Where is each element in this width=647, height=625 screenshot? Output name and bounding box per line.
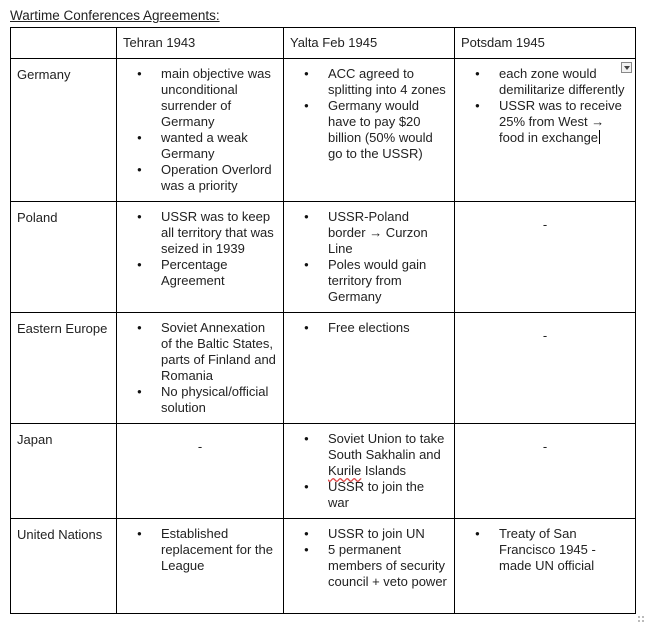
list-item: ● USSR to join the war xyxy=(290,479,448,511)
list-item: ● Percentage Agreement xyxy=(123,257,277,289)
list-item: ● Free elections xyxy=(290,320,448,336)
cell-germany-yalta[interactable] xyxy=(284,59,455,202)
list-item: ● Treaty of San Francisco 1945 - made UN official xyxy=(461,526,629,574)
list-item: ● ACC agreed to splitting into 4 zones xyxy=(290,66,448,98)
table-row-poland xyxy=(11,202,636,313)
cell-poland-tehran[interactable] xyxy=(117,202,284,313)
empty-dash: - xyxy=(542,217,548,232)
table-row-japan xyxy=(11,424,636,519)
list-item: ● USSR was to keep all territory that was seized in 1939 xyxy=(123,209,277,257)
list-item: ● wanted a weak Germany xyxy=(123,130,277,162)
text-cursor xyxy=(599,130,600,144)
empty-dash: - xyxy=(542,439,548,454)
row-label-japan[interactable]: Japan xyxy=(11,424,117,519)
row-label-united-nations[interactable]: United Nations xyxy=(11,519,117,614)
list-item-text: USSR was to receive 25% from West → food in exchange xyxy=(499,98,622,145)
cell-japan-tehran[interactable] xyxy=(117,424,284,519)
empty-dash: - xyxy=(542,328,548,343)
row-label-eastern-europe[interactable]: Eastern Europe xyxy=(11,313,117,424)
list-item: ● No physical/official solution xyxy=(123,384,277,416)
cell-japan-yalta[interactable] xyxy=(284,424,455,519)
conferences-table xyxy=(10,27,636,614)
list-item: ● each zone would demilitarize differently xyxy=(461,66,629,98)
cell-eastern-europe-yalta[interactable] xyxy=(284,313,455,424)
list-item-text: Soviet Union to take South Sakhalin and xyxy=(328,431,445,462)
cell-germany-potsdam[interactable] xyxy=(455,59,636,202)
cell-un-tehran[interactable] xyxy=(117,519,284,614)
row-label-poland[interactable]: Poland xyxy=(11,202,117,313)
table-row-eastern-europe xyxy=(11,313,636,424)
cell-un-yalta[interactable] xyxy=(284,519,455,614)
list-item: ● Operation Overlord was a priority xyxy=(123,162,277,194)
resize-handle-icon[interactable] xyxy=(636,614,644,622)
list-item: ● Poles would gain territory from Germany xyxy=(290,257,448,305)
cell-germany-tehran[interactable] xyxy=(117,59,284,202)
list-item xyxy=(290,431,448,479)
table-row-united-nations xyxy=(11,519,636,614)
empty-dash: - xyxy=(197,439,203,454)
header-cell-empty[interactable] xyxy=(11,28,117,59)
cell-un-potsdam[interactable] xyxy=(455,519,636,614)
cell-poland-yalta[interactable] xyxy=(284,202,455,313)
cell-poland-potsdam[interactable] xyxy=(455,202,636,313)
header-cell-yalta[interactable]: Yalta Feb 1945 xyxy=(284,28,455,59)
list-item-text: Islands xyxy=(361,463,407,478)
table-header-row xyxy=(11,28,636,59)
list-item: ● USSR to join UN xyxy=(290,526,448,542)
list-item: ● Established replacement for the League xyxy=(123,526,277,574)
row-label-germany[interactable]: Germany xyxy=(11,59,117,202)
list-item: ● 5 permanent members of security council + veto power xyxy=(290,542,448,590)
document-title: Wartime Conferences Agreements: xyxy=(10,8,220,23)
cell-eastern-europe-tehran[interactable] xyxy=(117,313,284,424)
list-item: ● USSR-Poland border → Curzon Line xyxy=(290,209,448,257)
cell-eastern-europe-potsdam[interactable] xyxy=(455,313,636,424)
header-cell-tehran[interactable]: Tehran 1943 xyxy=(117,28,284,59)
list-item: ● Germany would have to pay $20 billion (50% would go to the USSR) xyxy=(290,98,448,162)
list-item xyxy=(461,98,629,146)
list-item: ● Soviet Annexation of the Baltic States, parts of Finland and Romania xyxy=(123,320,277,384)
spellcheck-word[interactable]: Kurile xyxy=(328,463,362,478)
cell-japan-potsdam[interactable] xyxy=(455,424,636,519)
list-item: ● main objective was unconditional surrender of Germany xyxy=(123,66,277,130)
header-cell-potsdam[interactable]: Potsdam 1945 xyxy=(455,28,636,59)
table-row-germany xyxy=(11,59,636,202)
